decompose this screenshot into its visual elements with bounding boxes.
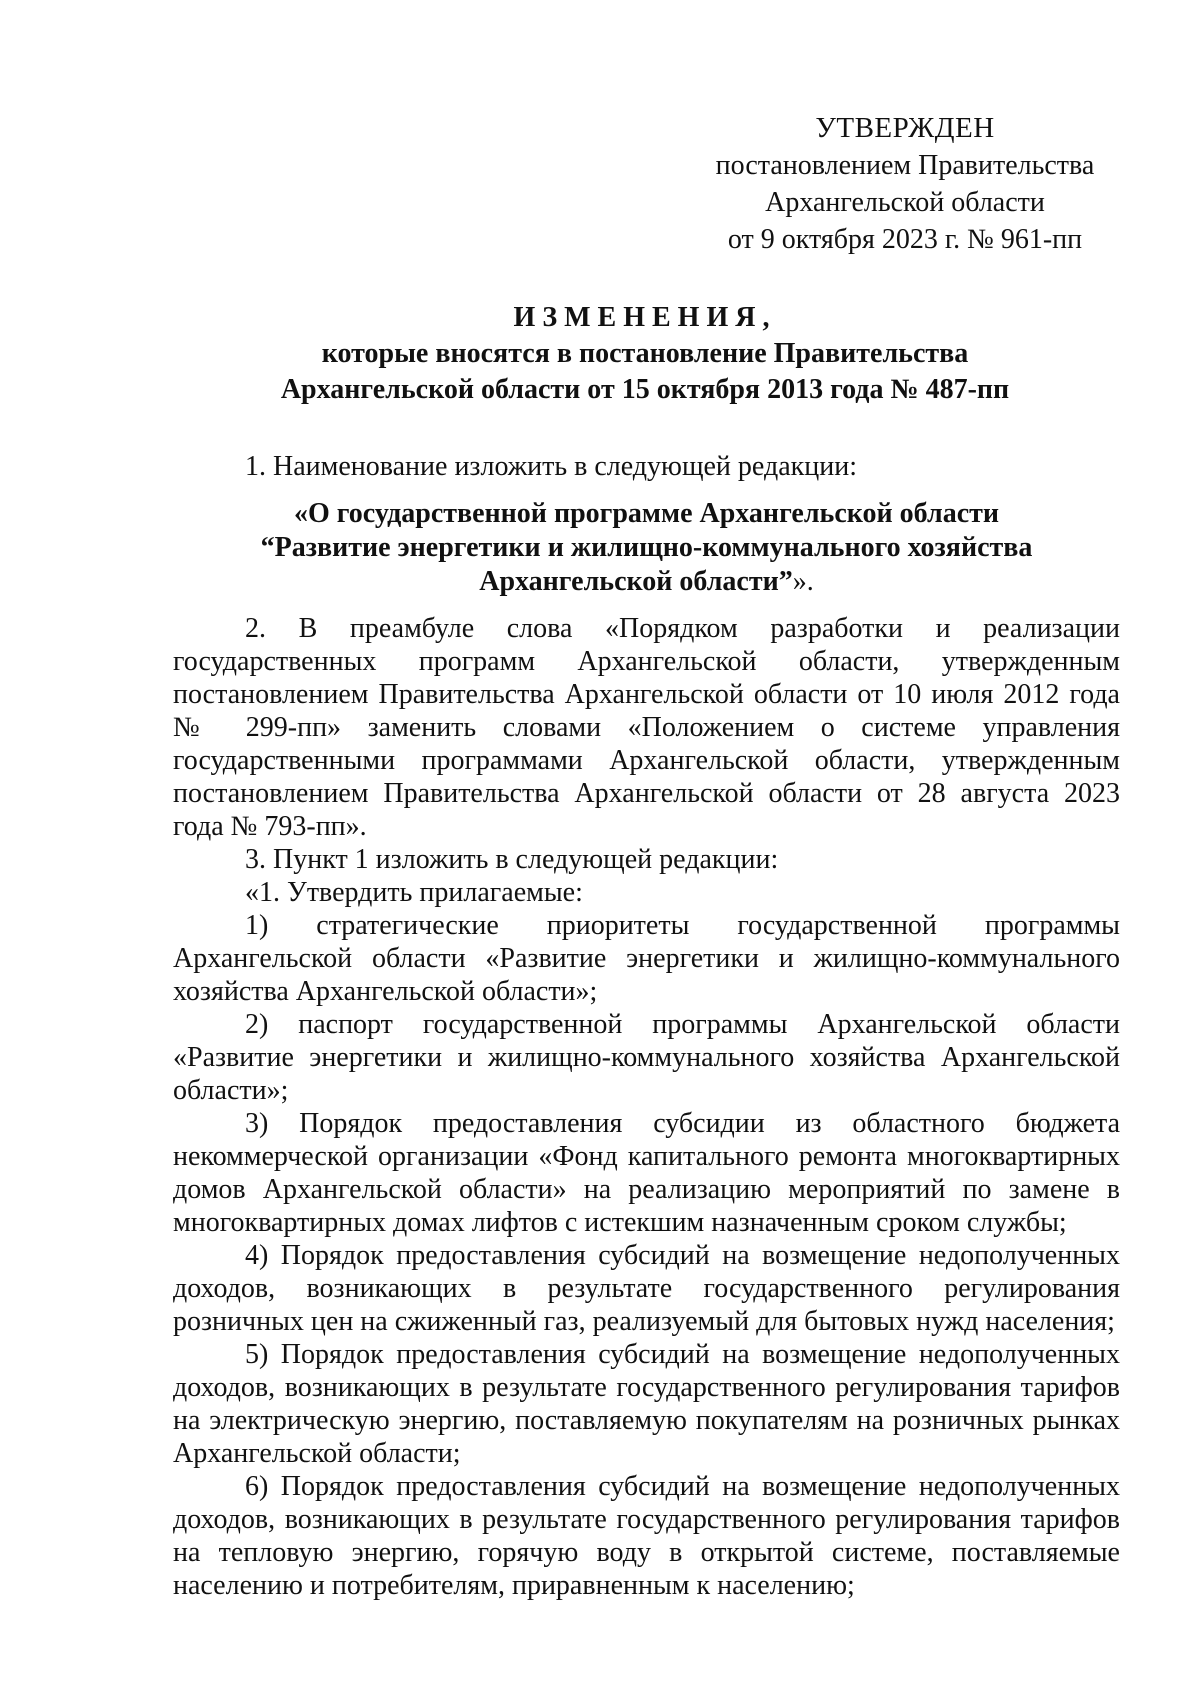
document-title xyxy=(170,300,1120,408)
subitem-3: 3) Порядок предоставления субсидии из областного бюджета некоммерческой организации «Фонд капитального ремонта многоквартирных домов Архангельской области» на реализацию мероприятий по замене в многоквартирных домах лифтов с истекшим назначенным сроком службы; xyxy=(173,1108,1120,1238)
subitem-2: 2) паспорт государственной программы Архангельской области «Развитие энергетики и жилищно-коммунального хозяйства Архангельской области»; xyxy=(173,1009,1120,1106)
title-heading: ИЗМЕНЕНИЯ, xyxy=(513,302,777,333)
paragraph-item-3: 3. Пункт 1 изложить в следующей редакции: xyxy=(245,844,779,875)
approval-heading: УТВЕРЖДЕН xyxy=(815,112,995,144)
new-name-line: «О государственной программе Архангельской области xyxy=(293,498,1000,529)
approval-line: от 9 октября 2023 г. № 961-пп xyxy=(727,224,1083,255)
title-line: Архангельской области от 15 октября 2013 года № 487-пп xyxy=(280,374,1010,405)
paragraph-item-3-intro: «1. Утвердить прилагаемые: xyxy=(245,877,583,908)
paragraph-item-2: 2. В преамбуле слова «Порядком разработки и реализации государственных программ Архангельской области, утвержденным постановлением Правительства Архангельской области от 10 июля 2012 года № 299-пп» заменить словами «Положением о системе управления государственными программами Архангельской области, утвержденным постановлением Правительства Архангельской области от 28 августа 2023 года № 793-пп». xyxy=(173,613,1120,842)
paragraph-item-1: 1. Наименование изложить в следующей редакции: xyxy=(245,451,857,482)
new-program-name xyxy=(173,497,1120,599)
new-name-line-tail: ». xyxy=(792,566,814,597)
new-name-line xyxy=(173,565,1120,599)
subitem-5: 5) Порядок предоставления субсидий на возмещение недополученных доходов, возникающих в результате государственного регулирования тарифов на электрическую энергию, поставляемую покупателям на розничных рынках Архангельской области; xyxy=(173,1339,1120,1469)
approval-stamp xyxy=(700,110,1110,258)
new-name-line: “Развитие энергетики и жилищно-коммунального хозяйства xyxy=(260,532,1033,563)
subitem-4: 4) Порядок предоставления субсидий на возмещение недополученных доходов, возникающих в результате государственного регулирования розничных цен на сжиженный газ, реализуемый для бытовых нужд населения; xyxy=(173,1240,1120,1337)
approval-line: Архангельской области xyxy=(765,187,1045,218)
subitem-6: 6) Порядок предоставления субсидий на возмещение недополученных доходов, возникающих в результате государственного регулирования тарифов на тепловую энергию, горячую воду в открытой системе, поставляемые населению и потребителям, приравненным к населению; xyxy=(173,1471,1120,1601)
subitem-1: 1) стратегические приоритеты государственной программы Архангельской области «Развитие энергетики и жилищно-коммунального хозяйства Архангельской области»; xyxy=(173,910,1120,1007)
document-body xyxy=(173,450,1120,1602)
title-line: которые вносятся в постановление Правительства xyxy=(321,338,969,369)
new-name-line-bold: Архангельской области” xyxy=(479,566,793,597)
approval-line: постановлением Правительства xyxy=(715,150,1095,181)
